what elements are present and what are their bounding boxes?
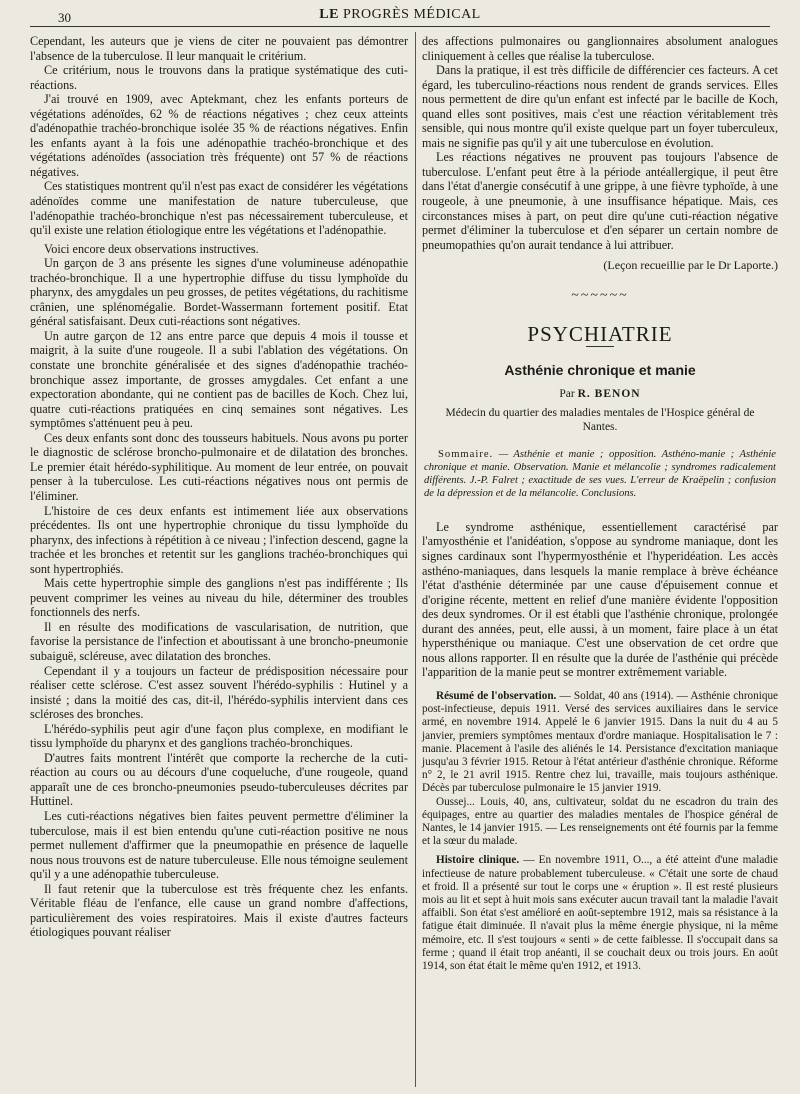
author-affiliation: Médecin du quartier des maladies mentales de l'Hospice général de Nantes. xyxy=(445,406,755,433)
summary xyxy=(424,448,776,500)
summary-label: Sommaire. xyxy=(438,448,494,460)
patient-info: Oussej... Louis, 40, ans, cultivateur, soldat du ne escadron du train des équipages, entre au quartier des maladies mentales de l'hospice général de Nantes, le 14 janvier 1915. — Les renseignements ont été fournis par la femme et la sœur du malade. xyxy=(422,795,778,848)
observation-summary-label: Résumé de l'observation. xyxy=(436,689,557,702)
byline xyxy=(422,387,778,402)
page-header xyxy=(30,4,770,27)
section-title: PSYCHIATRIE xyxy=(527,322,673,347)
paragraph: Les cuti-réactions négatives bien faites peuvent permettre d'éliminer la tuberculose, mais il est bien entendu qu'une cuti-réaction positive ne nous permet nullement d'affirmer que la pneumopathie en présence de laquelle nous nous trouvons est de nature tuberculeuse. Elle nous témoigne seulement qu'il y a une adénopathie tuberculeuse. xyxy=(30,808,408,882)
paragraph: Un garçon de 3 ans présente les signes d'une volumineuse adénopathie trachéo-bronchique. Il a une hypertrophie diffuse du tissu lymphoïde du pharynx, des amygdales un peu grosses, de petites végétations, du rachitisme crânien, une splénomégalie. Bordet-Wassermann fortement positif. Etat général satisfaisant. Deux cuti-réactions sont négatives. xyxy=(30,256,408,329)
article-intro: Le syndrome asthénique, essentiellement caractérisé par l'amyosthénie et l'anidéation, s'oppose au syndrome maniaque, dont les signes cardinaux sont l'hypermyosthénie et l'hyperidéation. Les accès asthéno-maniaques, dans lesquels la manie remplace à brève échéance l'état d'asthénie déterminée par une cause d'épuisement connue et d'origine récente, mettent en relief d'une manière évidente l'opposition des deux syndromes. Or il est établi que l'asthénie chronique, prolongée durant des années, peut, elle aussi, à un moment, faire place à un état hypersthénique ou maniaque. C'est une observation de cet ordre que nous allons rapporter. Il en résulte que la durée de l'asthénie qui précède l'apparition de la manie peut se montrer extrêmement variable. xyxy=(422,519,778,680)
summary-text: — Asthénie et manie ; opposition. Asthéno-manie ; Asthénie chronique et manie. Observation. Manie et mélancolie ; syndromes radicalement différents. J.-P. Falret ; exactitude de ses vues. L'erreur de Kraëpelin ; confusion de la dépression et de la mélancolie. Conclusions. xyxy=(424,448,776,499)
page-number: 30 xyxy=(58,10,71,25)
observation-summary xyxy=(422,690,778,796)
ornament-divider: ~~~~~~ xyxy=(571,287,629,303)
paragraph: Il faut retenir que la tuberculose est très fréquente chez les enfants. Véritable fléau de l'enfance, elle cause un grand nombre d'affections, particulièrement des voies respiratoires. Mais il existe d'autres facteurs étiologiques pouvant réaliser xyxy=(30,881,408,940)
paragraph: Voici encore deux observations instructives. xyxy=(44,241,259,256)
paragraph: Cependant il y a toujours un facteur de prédisposition nécessaire pour réaliser cette sclérose. C'est assez souvent l'hérédo-syphilis : Hutinel y a insisté ; dans la moitié des cas, dit-il, l'hérédo-syphilis intervient dans ces scléroses des bronches. xyxy=(30,663,408,722)
clinical-history xyxy=(422,854,778,973)
byline-prefix: Par xyxy=(559,388,575,401)
lecture-credit: (Leçon recueillie par le Dr Laporte.) xyxy=(603,258,778,273)
paragraph: Ces statistiques montrent qu'il n'est pas exact de considérer les végétations adénoïdes comme une manifestation de nature tuberculeuse, que l'adénopathie trachéo-bronchique n'est pas nécessairement tuberculeuse, et qu'il existe une relation étiologique entre les végétations et l'adénopathie. xyxy=(30,179,408,238)
right-column xyxy=(422,34,778,973)
paragraph: Les réactions négatives ne prouvent pas toujours l'absence de tuberculose. L'enfant peut être à la période antéallergique, il peut être dans l'état d'anergie consécutif à une grippe, à une fièvre typhoïde, à une rougeole, à une pneumonie, à une insuffisance hépatique. Mais, ces circonstances mises à part, on peut dire qu'une cuti-réaction négative permet d'éliminer la tuberculose et d'en séparer un certain nombre de pneumopathies qu'on aurait tendance à lui attribuer. xyxy=(422,150,778,252)
paragraph: L'histoire de ces deux enfants est intimement liée aux observations précédentes. Ils ont une hypertrophie chronique du tissu lymphoïde du pharynx, des infections à répétition à ce niveau ; l'infection descend, gagne la trachée et les bronches et retentit sur les ganglions trachéo-bronchiques qui sont hypertrophiés. xyxy=(30,503,408,576)
running-title xyxy=(30,7,770,23)
column-divider xyxy=(415,32,416,1087)
paragraph: Il en résulte des modifications de vascularisation, de nutrition, que favorise la persistance de l'infection et aboutissant à une broncho-pneumonie subaiguë, scléreuse, avec dilatation des bronches. xyxy=(30,619,408,663)
paragraph: Mais cette hypertrophie simple des ganglions n'est pas indifférente ; Ils peuvent comprimer les veines au niveau du hile, déterminer des troubles fonctionnels des nerfs. xyxy=(30,576,408,620)
article-title: Asthénie chronique et manie xyxy=(504,361,696,378)
author-name: R. BENON xyxy=(577,388,641,401)
running-title-le: LE xyxy=(319,7,339,22)
clinical-history-text: — En novembre 1911, O..., a été atteint d'une maladie infectieuse de nature probablement tuberculeuse. « C'était une sorte de chaud et froid. Il a présenté sur tout le corps une « éruption ». Il est resté plusieurs mois au lit et sept à huit mois sans exécuter aucun travail tant la maladie l'avait affaibli. Son état s'est amélioré en août-septembre 1912, mais sa résistance à la fatigue était diminuée. Il n'avait plus la même énergie physique, ni la même mémoire, etc. Il s'est toujours « senti » de cette faiblesse. Il s'occupait dans sa ferme ; quand il était trop anéanti, il se couchait deux ou trois jours. En août 1914, son état était le même qu'en 1912, et 1913. xyxy=(422,854,778,973)
paragraph: D'autres faits montrent l'intérêt que comporte la recherche de la cuti-réaction au cours ou au décours d'une coqueluche, d'une rougeole, quand apparaît une de ces broncho-pneumonies pseudo-tuberculeuses décrites par Huttinel. xyxy=(30,750,408,809)
paragraph: des affections pulmonaires ou ganglionnaires absolument analogues cliniquement à celles que réalise la tuberculose. xyxy=(422,34,778,63)
paragraph: Cependant, les auteurs que je viens de citer ne pouvaient pas démontrer l'absence de la tuberculose. Il leur manquait le critérium. xyxy=(30,34,408,63)
paragraph: J'ai trouvé en 1909, avec Aptekmant, chez les enfants porteurs de végétations adénoïdes, 62 % de réactions négatives ; chez ceux atteints d'adénopathie trachéo-bronchique isolée 35 % de réactions négatives. Enfin les enfants ayant à la fois une adénopathie trachéo-bronchique et des végétations adénoïdes (association très fréquente) ont 57 % de réactions négatives. xyxy=(30,92,408,179)
paragraph: L'hérédo-syphilis peut agir d'une façon plus complexe, en modifiant le tissu lymphoïde du pharynx et des ganglions trachéo-bronchiques. xyxy=(30,721,408,751)
observation-summary-text: — Soldat, 40 ans (1914). — Asthénie chronique post-infectieuse, depuis 1911. Versé des services auxiliaires dans le service armé, en novembre 1914. Appelé le 6 janvier 1915. Dans la nuit du 4 au 5 janvier, premiers symptômes mentaux d'ordre maniaque. Hospitalisation le 7 : manie. Placement à l'asile des aliénés le 14. Persistance d'excitation maniaque jusqu'au 3 février 1915. Retour à l'état antérieur d'asthénie chronique. Réforme n° 2, le 21 avril 1915. Rentre chez lui, travaille, mais toujours asthénique. Décès par tuberculose pulmonaire le 15 janvier 1919. xyxy=(422,689,779,795)
clinical-history-label: Histoire clinique. xyxy=(436,854,520,867)
paragraph: Dans la pratique, il est très difficile de différencier ces facteurs. A cet égard, les tuberculino-réactions nous rendent de grands services. Elles nous permettent de dire qu'un enfant est infecté par le bacille de Koch, quand elles sont positives, mais c'est une réaction véritablement très sensible, qui nous montre qu'il existe quelque part un foyer tuberculeux, mais ne signifie pas qu'il y ait une tuberculose en évolution. xyxy=(422,63,778,150)
left-column xyxy=(30,34,408,940)
paragraph: Un autre garçon de 12 ans entre parce que depuis 4 mois il tousse et maigrit, à la suite d'une rougeole. Il a subi l'ablation des végétations. On constate une bronchite généralisée et des signes d'adénopathie trachéo-bronchique assez importante, de grosses amygdales. Cet enfant a une expectoration abondante, qui ne contient pas de bacilles de Koch. Chez lui, quatre cuti-réactions pratiquées en cinq semaines sont négatives. Les symptômes s'atténuent peu à peu. xyxy=(30,328,408,431)
paragraph: Ce critérium, nous le trouvons dans la pratique systématique des cuti-réactions. xyxy=(30,63,408,92)
running-title-rest: PROGRÈS MÉDICAL xyxy=(342,7,481,22)
paragraph: Ces deux enfants sont donc des tousseurs habituels. Nous avons pu porter le diagnostic de sclérose broncho-pulmonaire et de dilatation des bronches. Le premier était hérédo-syphilitique. Au moment de leur entrée, on pouvait penser à la tuberculose. Les cuti-réactions négatives nous ont permis de l'éliminer. xyxy=(30,430,408,503)
